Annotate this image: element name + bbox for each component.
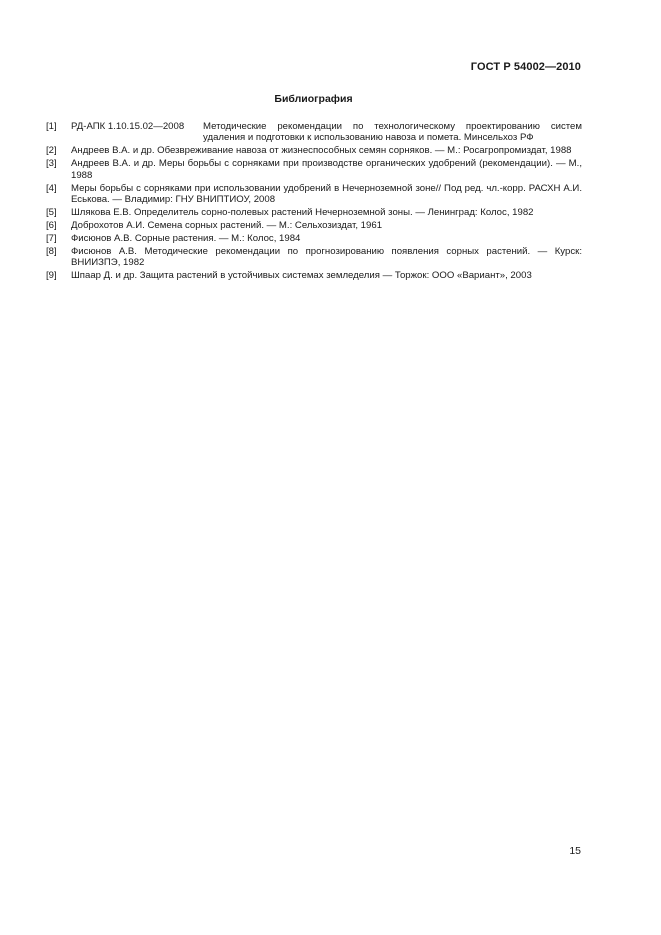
bibliography-entry <box>46 233 582 244</box>
entry-text: Шпаар Д. и др. Защита растений в устойчивых системах земледелия — Торжок: ООО «Вариант», 2003 <box>71 269 532 281</box>
entry-number: [2] <box>46 145 57 157</box>
entry-number: [1] <box>46 121 57 132</box>
entry-text: Меры борьбы с сорняками при использовании удобрений в Нечерноземной зоне// Под ред. чл.-корр. РАСХН А.И. Еськова. — Владимир: ГНУ ВНИПТИОУ, 2008 <box>71 182 582 205</box>
entry-text: Фисюнов А.В. Сорные растения. — М.: Колос, 1984 <box>71 232 301 244</box>
entry-number: [7] <box>46 232 57 244</box>
entry-text: Методические рекомендации по технологическому проектированию систем удаления и подготовки к использованию навоза и помета. Минсельхоз РФ <box>203 121 582 144</box>
entry-text: Доброхотов А.И. Семена сорных растений. — М.: Сельхозиздат, 1961 <box>71 219 383 231</box>
entry-text: Фисюнов А.В. Методические рекомендации по прогнозированию появления сорных растений. — Курск: ВНИИЗПЭ, 1982 <box>71 245 582 268</box>
bibliography-entry <box>46 158 582 181</box>
entry-text: Андреев В.А. и др. Меры борьбы с сорняками при производстве органических удобрений (рекомендации). — М., 1988 <box>71 158 582 181</box>
page-number: 15 <box>569 845 581 857</box>
entry-number: [4] <box>46 182 57 194</box>
bibliography-entry <box>46 145 582 156</box>
bibliography-entry <box>46 246 582 269</box>
entry-document-code: РД-АПК 1.10.15.02—2008 <box>71 121 185 132</box>
bibliography-entry <box>46 121 582 144</box>
entry-text: Андреев В.А. и др. Обезвреживание навоза от жизнеспособных семян сорняков. — М.: Росагропромиздат, 1988 <box>71 145 572 157</box>
entry-number: [8] <box>46 245 57 257</box>
bibliography-entry <box>46 220 582 231</box>
entry-number: [5] <box>46 206 57 218</box>
bibliography-entry <box>46 270 582 281</box>
entry-number: [6] <box>46 219 57 231</box>
entry-number: [9] <box>46 269 57 281</box>
bibliography-title: Библиография <box>274 93 353 105</box>
entry-body <box>71 121 582 144</box>
document-code-header: ГОСТ Р 54002—2010 <box>470 61 581 73</box>
entry-text: Шлякова Е.В. Определитель сорно-полевых растений Нечерноземной зоны. — Ленинград: Колос, 1982 <box>71 206 534 218</box>
bibliography-entry <box>46 183 582 206</box>
bibliography-entry <box>46 207 582 218</box>
bibliography-list <box>46 121 582 283</box>
entry-number: [3] <box>46 158 57 170</box>
